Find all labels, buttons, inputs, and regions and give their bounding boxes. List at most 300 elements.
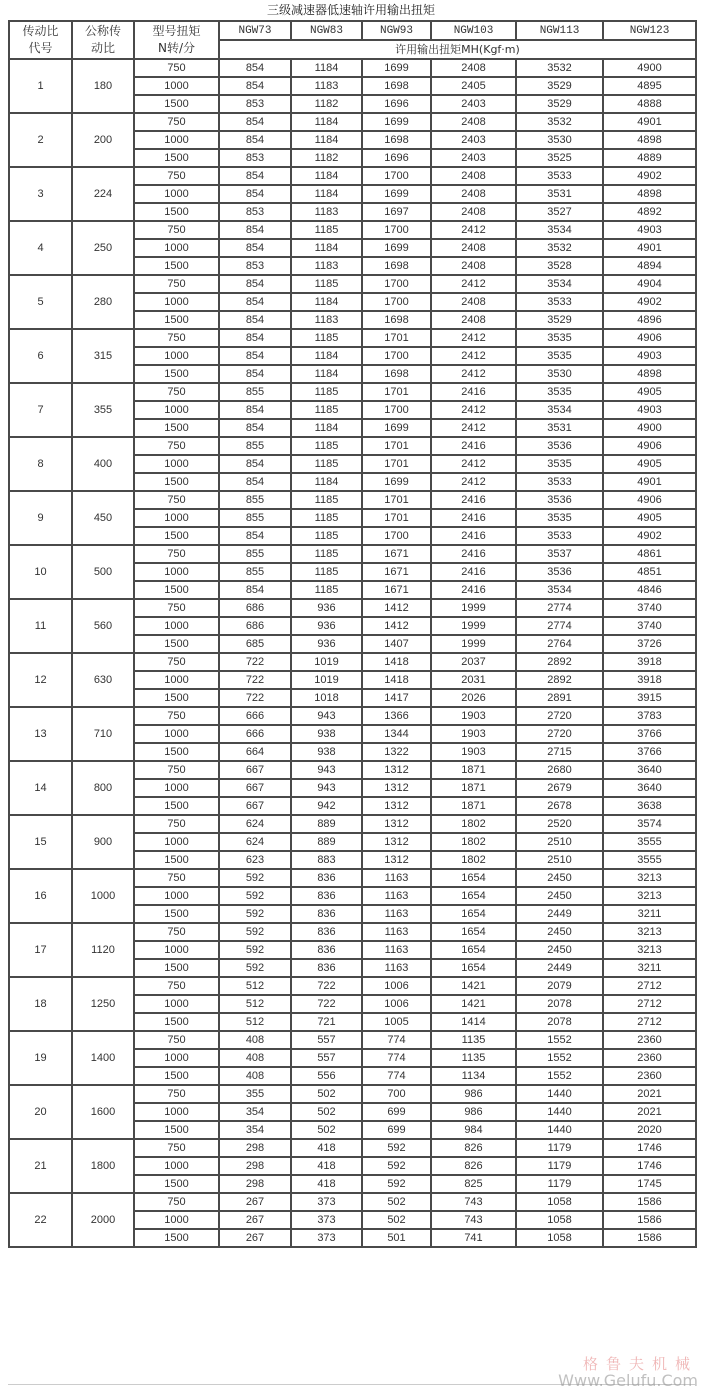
- table-row: [9, 59, 696, 77]
- torque-value-cell: 2021: [603, 1103, 696, 1121]
- torque-value-cell: 1698: [362, 131, 431, 149]
- torque-value-cell: 854: [219, 77, 291, 95]
- torque-value-cell: 1871: [431, 761, 516, 779]
- torque-value-cell: 1184: [291, 365, 362, 383]
- header-ratio-code: [9, 21, 72, 59]
- torque-value-cell: 1184: [291, 113, 362, 131]
- torque-value-cell: 1322: [362, 743, 431, 761]
- torque-value-cell: 3529: [516, 311, 603, 329]
- table-row: [9, 1193, 696, 1211]
- nominal-ratio-cell: 355: [72, 383, 134, 437]
- torque-value-cell: 826: [431, 1157, 516, 1175]
- torque-value-cell: 3555: [603, 851, 696, 869]
- speed-cell: 750: [134, 653, 219, 671]
- ratio-code-cell: 11: [9, 599, 72, 653]
- torque-value-cell: 1414: [431, 1013, 516, 1031]
- torque-value-cell: 408: [219, 1067, 291, 1085]
- torque-value-cell: 4901: [603, 113, 696, 131]
- torque-value-cell: 2891: [516, 689, 603, 707]
- torque-value-cell: 1183: [291, 257, 362, 275]
- speed-cell: 1000: [134, 995, 219, 1013]
- table-row: [9, 761, 696, 779]
- table-title: 三级减速器低速轴许用输出扭矩: [266, 3, 435, 17]
- torque-value-cell: 2412: [431, 365, 516, 383]
- torque-value-cell: 2408: [431, 239, 516, 257]
- nominal-ratio-cell: 630: [72, 653, 134, 707]
- torque-value-cell: 3530: [516, 365, 603, 383]
- nominal-ratio-cell: 710: [72, 707, 134, 761]
- watermark-en: Www.Gelufu.Com: [558, 1371, 698, 1390]
- torque-value-cell: 854: [219, 131, 291, 149]
- torque-value-cell: 1412: [362, 617, 431, 635]
- torque-value-cell: 3536: [516, 437, 603, 455]
- torque-value-cell: 3534: [516, 401, 603, 419]
- torque-value-cell: 1312: [362, 761, 431, 779]
- torque-value-cell: 855: [219, 509, 291, 527]
- torque-value-cell: 854: [219, 275, 291, 293]
- speed-cell: 750: [134, 1031, 219, 1049]
- torque-value-cell: 2037: [431, 653, 516, 671]
- speed-cell: 1500: [134, 581, 219, 599]
- torque-value-cell: 3530: [516, 131, 603, 149]
- torque-value-cell: 1654: [431, 923, 516, 941]
- torque-value-cell: 4896: [603, 311, 696, 329]
- torque-value-cell: 2510: [516, 833, 603, 851]
- torque-value-cell: 2450: [516, 941, 603, 959]
- speed-cell: 750: [134, 869, 219, 887]
- torque-value-cell: 1184: [291, 419, 362, 437]
- torque-value-cell: 624: [219, 815, 291, 833]
- torque-value-cell: 722: [219, 689, 291, 707]
- torque-value-cell: 1552: [516, 1031, 603, 1049]
- torque-value-cell: 1586: [603, 1229, 696, 1247]
- torque-value-cell: 2712: [603, 977, 696, 995]
- torque-value-cell: 3213: [603, 941, 696, 959]
- speed-cell: 750: [134, 113, 219, 131]
- torque-value-cell: 2021: [603, 1085, 696, 1103]
- torque-value-cell: 1005: [362, 1013, 431, 1031]
- speed-cell: 1500: [134, 743, 219, 761]
- torque-value-cell: 418: [291, 1139, 362, 1157]
- torque-value-cell: 853: [219, 257, 291, 275]
- table-row: [9, 923, 696, 941]
- torque-value-cell: 854: [219, 167, 291, 185]
- torque-value-cell: 2416: [431, 509, 516, 527]
- torque-value-cell: 512: [219, 995, 291, 1013]
- torque-value-cell: 2774: [516, 617, 603, 635]
- torque-value-cell: 1058: [516, 1229, 603, 1247]
- torque-value-cell: 418: [291, 1157, 362, 1175]
- speed-cell: 1000: [134, 1049, 219, 1067]
- nominal-ratio-cell: 280: [72, 275, 134, 329]
- torque-value-cell: 1746: [603, 1157, 696, 1175]
- torque-value-cell: 1999: [431, 599, 516, 617]
- torque-value-cell: 942: [291, 797, 362, 815]
- torque-value-cell: 2403: [431, 95, 516, 113]
- torque-value-cell: 1185: [291, 329, 362, 347]
- torque-value-cell: 2416: [431, 545, 516, 563]
- torque-value-cell: 4898: [603, 185, 696, 203]
- torque-value-cell: 686: [219, 617, 291, 635]
- torque-value-cell: 1135: [431, 1049, 516, 1067]
- torque-value-cell: 502: [362, 1211, 431, 1229]
- torque-value-cell: 1654: [431, 887, 516, 905]
- torque-value-cell: 3740: [603, 617, 696, 635]
- torque-value-cell: 1871: [431, 797, 516, 815]
- torque-value-cell: 3638: [603, 797, 696, 815]
- header-torque-label: 许用输出扭矩MH(Kgf·m): [219, 40, 696, 59]
- torque-value-cell: 1699: [362, 473, 431, 491]
- speed-cell: 750: [134, 977, 219, 995]
- torque-value-cell: 986: [431, 1085, 516, 1103]
- torque-value-cell: 4898: [603, 365, 696, 383]
- speed-cell: 1000: [134, 563, 219, 581]
- torque-value-cell: 722: [291, 995, 362, 1013]
- torque-value-cell: 2412: [431, 473, 516, 491]
- speed-cell: 1000: [134, 779, 219, 797]
- torque-value-cell: 502: [362, 1193, 431, 1211]
- torque-value-cell: 3529: [516, 95, 603, 113]
- torque-value-cell: 2078: [516, 995, 603, 1013]
- torque-value-cell: 2892: [516, 653, 603, 671]
- torque-value-cell: 3534: [516, 581, 603, 599]
- table-row: [9, 167, 696, 185]
- ratio-code-cell: 10: [9, 545, 72, 599]
- torque-value-cell: 2405: [431, 77, 516, 95]
- torque-value-cell: 1746: [603, 1139, 696, 1157]
- torque-value-cell: 1412: [362, 599, 431, 617]
- torque-value-cell: 592: [362, 1157, 431, 1175]
- speed-cell: 1500: [134, 689, 219, 707]
- torque-value-cell: 501: [362, 1229, 431, 1247]
- torque-value-cell: 664: [219, 743, 291, 761]
- torque-value-cell: 1699: [362, 239, 431, 257]
- torque-value-cell: 3211: [603, 959, 696, 977]
- torque-value-cell: 4902: [603, 527, 696, 545]
- torque-value-cell: 3534: [516, 275, 603, 293]
- torque-value-cell: 1552: [516, 1067, 603, 1085]
- torque-value-cell: 3535: [516, 509, 603, 527]
- torque-value-cell: 1699: [362, 419, 431, 437]
- torque-value-cell: 1700: [362, 275, 431, 293]
- ratio-code-cell: 5: [9, 275, 72, 329]
- speed-cell: 1000: [134, 1157, 219, 1175]
- torque-value-cell: 3726: [603, 635, 696, 653]
- header-speed-line1: 型号扭矩: [152, 24, 201, 38]
- torque-value-cell: 3918: [603, 653, 696, 671]
- torque-value-cell: 1418: [362, 671, 431, 689]
- torque-value-cell: 1163: [362, 923, 431, 941]
- speed-cell: 750: [134, 815, 219, 833]
- speed-cell: 1000: [134, 887, 219, 905]
- speed-cell: 750: [134, 1139, 219, 1157]
- torque-value-cell: 2774: [516, 599, 603, 617]
- torque-value-cell: 3535: [516, 329, 603, 347]
- torque-value-cell: 373: [291, 1229, 362, 1247]
- ratio-code-cell: 13: [9, 707, 72, 761]
- torque-value-cell: 1701: [362, 437, 431, 455]
- torque-value-cell: 2720: [516, 707, 603, 725]
- torque-value-cell: 2715: [516, 743, 603, 761]
- torque-value-cell: 1018: [291, 689, 362, 707]
- nominal-ratio-cell: 1250: [72, 977, 134, 1031]
- speed-cell: 1000: [134, 509, 219, 527]
- torque-value-cell: 1671: [362, 563, 431, 581]
- torque-value-cell: 1134: [431, 1067, 516, 1085]
- torque-value-cell: 1312: [362, 815, 431, 833]
- table-row: [9, 869, 696, 887]
- torque-value-cell: 984: [431, 1121, 516, 1139]
- torque-value-cell: 4902: [603, 167, 696, 185]
- torque-value-cell: 1163: [362, 887, 431, 905]
- torque-value-cell: 1312: [362, 797, 431, 815]
- torque-value-cell: 1407: [362, 635, 431, 653]
- nominal-ratio-cell: 1600: [72, 1085, 134, 1139]
- nominal-ratio-cell: 800: [72, 761, 134, 815]
- torque-value-cell: 355: [219, 1085, 291, 1103]
- torque-value-cell: 267: [219, 1229, 291, 1247]
- torque-value-cell: 2680: [516, 761, 603, 779]
- torque-value-cell: 2412: [431, 419, 516, 437]
- torque-value-cell: 1418: [362, 653, 431, 671]
- torque-value-cell: 1440: [516, 1085, 603, 1103]
- torque-value-cell: 1699: [362, 113, 431, 131]
- torque-value-cell: 1586: [603, 1193, 696, 1211]
- torque-value-cell: 1185: [291, 509, 362, 527]
- speed-cell: 1500: [134, 365, 219, 383]
- torque-value-cell: 743: [431, 1211, 516, 1229]
- header-model-ngw93: NGW93: [362, 21, 431, 40]
- torque-value-cell: 854: [219, 185, 291, 203]
- torque-value-cell: 743: [431, 1193, 516, 1211]
- torque-value-cell: 2403: [431, 149, 516, 167]
- torque-value-cell: 3533: [516, 167, 603, 185]
- torque-value-cell: 1185: [291, 581, 362, 599]
- torque-value-cell: 1135: [431, 1031, 516, 1049]
- torque-value-cell: 854: [219, 455, 291, 473]
- torque-value-cell: 1006: [362, 995, 431, 1013]
- torque-value-cell: 854: [219, 365, 291, 383]
- header-model-ngw103: NGW103: [431, 21, 516, 40]
- torque-value-cell: 556: [291, 1067, 362, 1085]
- torque-value-cell: 3766: [603, 725, 696, 743]
- torque-value-cell: 418: [291, 1175, 362, 1193]
- ratio-code-cell: 9: [9, 491, 72, 545]
- torque-value-cell: 4906: [603, 329, 696, 347]
- torque-value-cell: 592: [362, 1175, 431, 1193]
- torque-value-cell: 4903: [603, 221, 696, 239]
- speed-cell: 1500: [134, 851, 219, 869]
- speed-cell: 1500: [134, 959, 219, 977]
- torque-value-cell: 854: [219, 473, 291, 491]
- torque-value-cell: 685: [219, 635, 291, 653]
- torque-value-cell: 854: [219, 239, 291, 257]
- header-ratio-code-line1: 传动比: [22, 24, 59, 38]
- torque-value-cell: 853: [219, 95, 291, 113]
- torque-value-cell: 3528: [516, 257, 603, 275]
- nominal-ratio-cell: 250: [72, 221, 134, 275]
- speed-cell: 1000: [134, 1211, 219, 1229]
- torque-value-cell: 936: [291, 599, 362, 617]
- torque-value-cell: 3533: [516, 527, 603, 545]
- torque-value-cell: 1184: [291, 347, 362, 365]
- torque-value-cell: 2764: [516, 635, 603, 653]
- torque-value-cell: 1312: [362, 851, 431, 869]
- speed-cell: 1000: [134, 833, 219, 851]
- torque-value-cell: 936: [291, 617, 362, 635]
- table-row: [9, 221, 696, 239]
- header-row-models: [9, 21, 696, 40]
- torque-value-cell: 741: [431, 1229, 516, 1247]
- torque-value-cell: 2892: [516, 671, 603, 689]
- nominal-ratio-cell: 315: [72, 329, 134, 383]
- torque-value-cell: 502: [291, 1103, 362, 1121]
- speed-cell: 750: [134, 707, 219, 725]
- speed-cell: 1000: [134, 941, 219, 959]
- torque-value-cell: 3533: [516, 473, 603, 491]
- torque-value-cell: 1745: [603, 1175, 696, 1193]
- torque-value-cell: 722: [291, 977, 362, 995]
- torque-value-cell: 889: [291, 815, 362, 833]
- table-row: [9, 1085, 696, 1103]
- nominal-ratio-cell: 450: [72, 491, 134, 545]
- torque-value-cell: 3640: [603, 761, 696, 779]
- torque-value-cell: 2510: [516, 851, 603, 869]
- torque-value-cell: 667: [219, 761, 291, 779]
- torque-value-cell: 943: [291, 707, 362, 725]
- table-row: [9, 653, 696, 671]
- header-nominal-ratio-line1: 公称传: [84, 24, 121, 38]
- watermark-cn: 格鲁夫机械: [582, 1355, 698, 1373]
- torque-value-cell: 1163: [362, 905, 431, 923]
- torque-table: [8, 20, 697, 1248]
- torque-value-cell: 3534: [516, 221, 603, 239]
- ratio-code-cell: 14: [9, 761, 72, 815]
- torque-value-cell: 854: [219, 311, 291, 329]
- torque-value-cell: 3213: [603, 869, 696, 887]
- torque-value-cell: 836: [291, 941, 362, 959]
- torque-value-cell: 1058: [516, 1211, 603, 1229]
- speed-cell: 1500: [134, 149, 219, 167]
- ratio-code-cell: 16: [9, 869, 72, 923]
- torque-value-cell: 2416: [431, 563, 516, 581]
- table-row: [9, 1139, 696, 1157]
- torque-value-cell: 836: [291, 923, 362, 941]
- torque-value-cell: 1185: [291, 491, 362, 509]
- speed-cell: 750: [134, 167, 219, 185]
- torque-value-cell: 1185: [291, 527, 362, 545]
- torque-value-cell: 1312: [362, 779, 431, 797]
- nominal-ratio-cell: 900: [72, 815, 134, 869]
- torque-value-cell: 1184: [291, 185, 362, 203]
- speed-cell: 750: [134, 491, 219, 509]
- torque-value-cell: 2450: [516, 923, 603, 941]
- nominal-ratio-cell: 560: [72, 599, 134, 653]
- torque-value-cell: 2078: [516, 1013, 603, 1031]
- torque-value-cell: 1701: [362, 455, 431, 473]
- torque-value-cell: 2449: [516, 905, 603, 923]
- torque-value-cell: 686: [219, 599, 291, 617]
- torque-value-cell: 2416: [431, 491, 516, 509]
- torque-value-cell: 1184: [291, 239, 362, 257]
- torque-value-cell: 667: [219, 779, 291, 797]
- torque-value-cell: 3529: [516, 77, 603, 95]
- ratio-code-cell: 8: [9, 437, 72, 491]
- speed-cell: 750: [134, 923, 219, 941]
- torque-value-cell: 592: [219, 959, 291, 977]
- torque-value-cell: 2360: [603, 1031, 696, 1049]
- torque-value-cell: 4894: [603, 257, 696, 275]
- torque-value-cell: 666: [219, 725, 291, 743]
- torque-value-cell: 3740: [603, 599, 696, 617]
- torque-value-cell: 1185: [291, 401, 362, 419]
- torque-value-cell: 1701: [362, 509, 431, 527]
- torque-value-cell: 2020: [603, 1121, 696, 1139]
- torque-value-cell: 3532: [516, 113, 603, 131]
- speed-cell: 750: [134, 545, 219, 563]
- torque-value-cell: 2416: [431, 527, 516, 545]
- table-row: [9, 329, 696, 347]
- nominal-ratio-cell: 1400: [72, 1031, 134, 1085]
- torque-value-cell: 4904: [603, 275, 696, 293]
- torque-value-cell: 1697: [362, 203, 431, 221]
- torque-value-cell: 2026: [431, 689, 516, 707]
- torque-value-cell: 2408: [431, 167, 516, 185]
- speed-cell: 1500: [134, 527, 219, 545]
- torque-value-cell: 1184: [291, 131, 362, 149]
- torque-value-cell: 2408: [431, 203, 516, 221]
- torque-value-cell: 512: [219, 1013, 291, 1031]
- torque-value-cell: 1440: [516, 1121, 603, 1139]
- speed-cell: 1500: [134, 1067, 219, 1085]
- table-row: [9, 275, 696, 293]
- torque-value-cell: 826: [431, 1139, 516, 1157]
- speed-cell: 1500: [134, 905, 219, 923]
- torque-value-cell: 1700: [362, 527, 431, 545]
- torque-value-cell: 1185: [291, 383, 362, 401]
- torque-value-cell: 1701: [362, 383, 431, 401]
- torque-value-cell: 4901: [603, 473, 696, 491]
- speed-cell: 1000: [134, 401, 219, 419]
- torque-value-cell: 1185: [291, 545, 362, 563]
- torque-value-cell: 1421: [431, 995, 516, 1013]
- torque-value-cell: 4905: [603, 509, 696, 527]
- speed-cell: 1500: [134, 203, 219, 221]
- torque-value-cell: 855: [219, 491, 291, 509]
- torque-value-cell: 2408: [431, 59, 516, 77]
- torque-value-cell: 2408: [431, 293, 516, 311]
- speed-cell: 750: [134, 437, 219, 455]
- nominal-ratio-cell: 500: [72, 545, 134, 599]
- nominal-ratio-cell: 1000: [72, 869, 134, 923]
- torque-value-cell: 1163: [362, 941, 431, 959]
- speed-cell: 1000: [134, 131, 219, 149]
- torque-value-cell: 854: [219, 347, 291, 365]
- ratio-code-cell: 12: [9, 653, 72, 707]
- speed-cell: 1500: [134, 1175, 219, 1193]
- torque-value-cell: 1700: [362, 167, 431, 185]
- torque-value-cell: 721: [291, 1013, 362, 1031]
- speed-cell: 1500: [134, 95, 219, 113]
- torque-value-cell: 836: [291, 869, 362, 887]
- torque-value-cell: 3213: [603, 887, 696, 905]
- ratio-code-cell: 18: [9, 977, 72, 1031]
- nominal-ratio-cell: 200: [72, 113, 134, 167]
- torque-value-cell: 2712: [603, 1013, 696, 1031]
- torque-value-cell: 854: [219, 527, 291, 545]
- torque-value-cell: 1184: [291, 473, 362, 491]
- torque-value-cell: 936: [291, 635, 362, 653]
